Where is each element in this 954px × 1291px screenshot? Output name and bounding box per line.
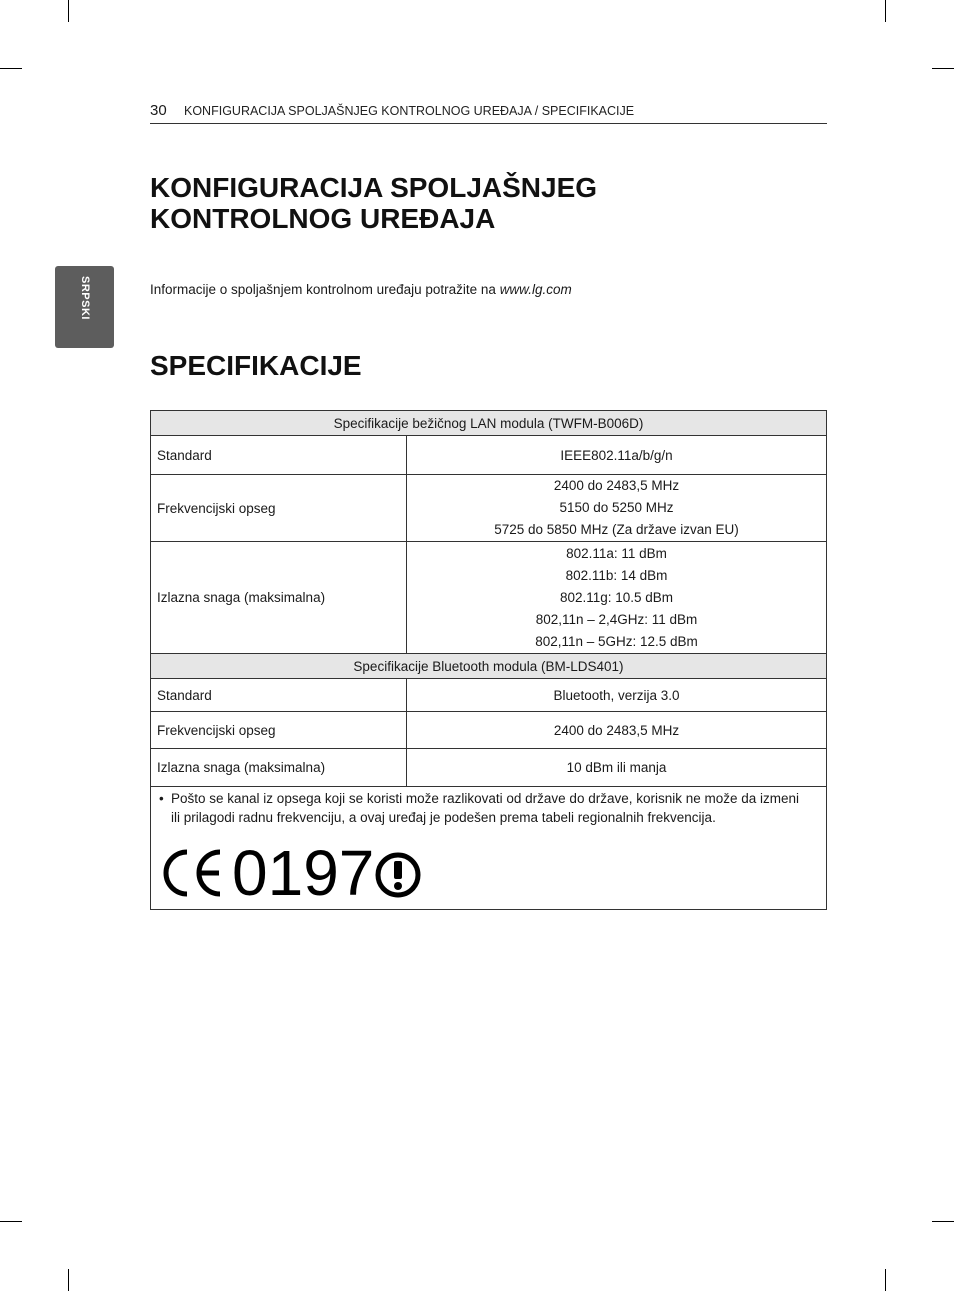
table-row bbox=[151, 542, 827, 654]
notes-cell bbox=[151, 787, 827, 910]
page-number: 30 bbox=[150, 102, 167, 119]
running-title: KONFIGURACIJA SPOLJAŠNJEG KONTROLNOG UREĐAJA / SPECIFIKACIJE bbox=[184, 104, 635, 118]
ce-mark-icon bbox=[159, 843, 424, 903]
table-section-header bbox=[151, 654, 827, 679]
row-label: Frekvencijski opseg bbox=[151, 712, 407, 749]
row-value bbox=[407, 475, 827, 542]
intro-paragraph bbox=[150, 282, 572, 297]
row-value: 10 dBm ili manja bbox=[407, 749, 827, 787]
value-line: 2400 do 2483,5 MHz bbox=[553, 478, 680, 493]
table-notes-row bbox=[151, 787, 827, 910]
crop-mark bbox=[885, 1269, 886, 1291]
language-tab bbox=[55, 266, 114, 348]
table-row bbox=[151, 475, 827, 542]
row-label: Izlazna snaga (maksimalna) bbox=[151, 749, 407, 787]
website-link: www.lg.com bbox=[499, 282, 572, 297]
value-line: 802.11a: 11 dBm bbox=[566, 545, 667, 561]
intro-text: Informacije o spoljašnjem kontrolnom uređaju potražite na bbox=[150, 282, 500, 297]
row-label: Izlazna snaga (maksimalna) bbox=[151, 542, 407, 654]
row-value: 2400 do 2483,5 MHz bbox=[407, 712, 827, 749]
frequency-note bbox=[159, 789, 811, 827]
crop-mark bbox=[0, 1221, 22, 1222]
note-text: Pošto se kanal iz opsega koji se koristi može razlikovati od države do države, korisnik ne može da izmeni ili prilagodi radnu frekvenciju, a ovaj uređaj je podešen prema tabeli regionalnih frekvencija. bbox=[171, 791, 800, 825]
bluetooth-header: Specifikacije Bluetooth modula (BM-LDS401) bbox=[151, 654, 827, 679]
ce-notified-body-number: 0197 bbox=[232, 843, 375, 903]
value-line: 802.11g: 10.5 dBm bbox=[559, 589, 674, 605]
table-section-header bbox=[151, 411, 827, 436]
language-tab-label: SRPSKI bbox=[79, 276, 91, 320]
section-title-configuration bbox=[150, 172, 597, 234]
title-line-2: KONTROLNOG UREĐAJA bbox=[150, 203, 496, 234]
row-label: Frekvencijski opseg bbox=[151, 475, 407, 542]
value-line: 5150 do 5250 MHz bbox=[559, 500, 674, 515]
exclamation-circle-icon bbox=[378, 855, 418, 895]
title-line-1: KONFIGURACIJA SPOLJAŠNJEG bbox=[150, 172, 598, 203]
value-line: 802.11b: 14 dBm bbox=[565, 567, 668, 583]
value-line: 802,11n – 5GHz: 12.5 dBm bbox=[535, 633, 698, 649]
wlan-header: Specifikacije bežičnog LAN modula (TWFM-B006D) bbox=[151, 411, 827, 436]
crop-mark bbox=[932, 1221, 954, 1222]
row-label: Standard bbox=[151, 436, 407, 475]
crop-mark bbox=[68, 1269, 69, 1291]
section-title-specifications: SPECIFIKACIJE bbox=[150, 350, 362, 381]
table-row bbox=[151, 679, 827, 712]
table-row bbox=[151, 436, 827, 475]
bullet: • bbox=[159, 791, 164, 806]
crop-mark bbox=[0, 68, 22, 69]
crop-mark bbox=[885, 0, 886, 22]
crop-mark bbox=[68, 0, 69, 22]
row-value bbox=[407, 542, 827, 654]
row-value: Bluetooth, verzija 3.0 bbox=[407, 679, 827, 712]
row-value: IEEE802.11a/b/g/n bbox=[407, 436, 827, 475]
table-row bbox=[151, 749, 827, 787]
running-header bbox=[150, 102, 827, 124]
crop-mark bbox=[932, 68, 954, 69]
spec-table bbox=[150, 410, 827, 910]
table-row bbox=[151, 712, 827, 749]
value-line: 5725 do 5850 MHz (Za države izvan EU) bbox=[494, 522, 739, 537]
value-line: 802,11n – 2,4GHz: 11 dBm bbox=[535, 611, 698, 627]
row-label: Standard bbox=[151, 679, 407, 712]
